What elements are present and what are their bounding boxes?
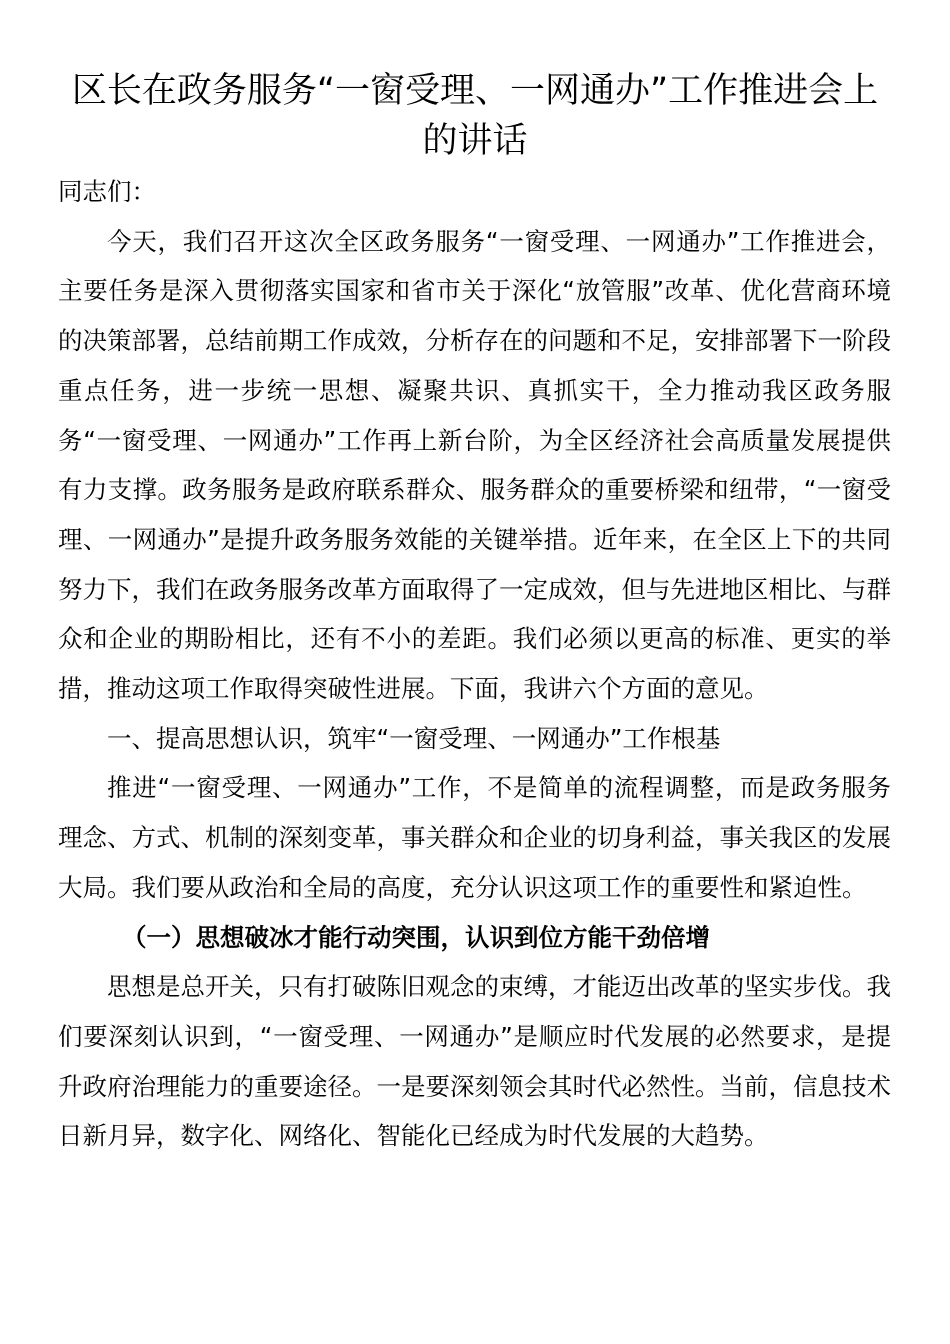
subsection-1-paragraph: 思想是总开关，只有打破陈旧观念的束缚，才能迈出改革的坚实步伐。我们要深刻认识到，“一窗受理、一网通办”是顺应时代发展的必然要求，是提升政府治理能力的重要途径。一是要深刻领会其时代必然性。当前，信息技术日新月异，数字化、网络化、智能化已经成为时代发展的大趋势。 (58, 972, 891, 1151)
section-1-heading: 一、提高思想认识，筑牢“一窗受理、一网通办”工作根基 (107, 723, 721, 753)
section-1-paragraph: 推进“一窗受理、一网通办”工作，不是简单的流程调整，而是政务服务理念、方式、机制的深刻变革，事关群众和企业的切身利益，事关我区的发展大局。我们要从政治和全局的高度，充分认识这项工作的重要性和紧迫性。 (58, 773, 891, 902)
document-title: 区长在政务服务“一窗受理、一网通办”工作推进会上的讲话 (71, 71, 879, 161)
salutation: 同志们： (58, 177, 156, 206)
subsection-1-heading: （一）思想破冰才能行动突围，认识到位方能干劲倍增 (122, 922, 710, 952)
document-body (58, 167, 891, 1161)
intro-paragraph: 今天，我们召开这次全区政务服务“一窗受理、一网通办”工作推进会，主要任务是深入贯彻落实国家和省市关于深化“放管服”改革、优化营商环境的决策部署，总结前期工作成效，分析存在的问题和不足，安排部署下一阶段重点任务，进一步统一思想、凝聚共识、真抓实干，全力推动我区政务服务“一窗受理、一网通办”工作再上新台阶，为全区经济社会高质量发展提供有力支撑。政务服务是政府联系群众、服务群众的重要桥梁和纽带，“一窗受理、一网通办”是提升政务服务效能的关键举措。近年来，在全区上下的共同努力下，我们在政务服务改革方面取得了一定成效，但与先进地区相比、与群众和企业的期盼相比，还有不小的差距。我们必须以更高的标准、更实的举措，推动这项工作取得突破性进展。下面，我讲六个方面的意见。 (58, 226, 891, 704)
